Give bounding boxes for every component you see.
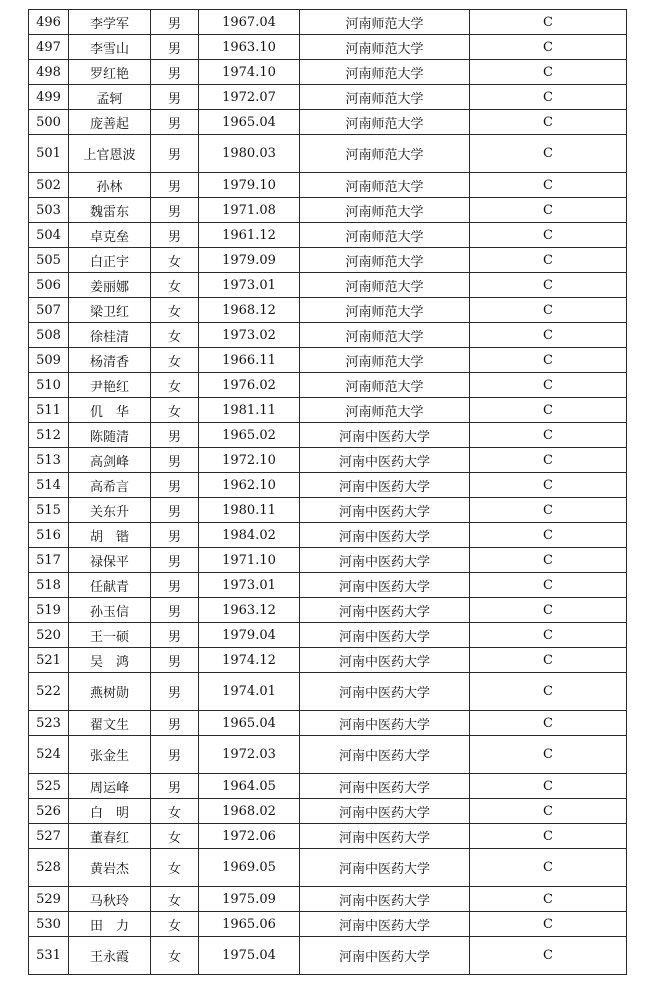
birth-date-cell: 1966.11 bbox=[199, 348, 300, 373]
unit-cell: 河南中医药大学 bbox=[300, 473, 470, 498]
gender-cell: 女 bbox=[151, 849, 199, 887]
row-number-cell: 521 bbox=[29, 648, 69, 673]
row-number-cell: 517 bbox=[29, 548, 69, 573]
birth-date-cell: 1969.05 bbox=[199, 849, 300, 887]
grade-cell: C bbox=[470, 223, 627, 248]
grade-cell: C bbox=[470, 774, 627, 799]
gender-cell: 男 bbox=[151, 135, 199, 173]
name-cell: 陈随清 bbox=[69, 423, 151, 448]
name-cell: 李雪山 bbox=[69, 35, 151, 60]
unit-cell: 河南师范大学 bbox=[300, 223, 470, 248]
unit-cell: 河南中医药大学 bbox=[300, 937, 470, 975]
birth-date-cell: 1980.11 bbox=[199, 498, 300, 523]
gender-cell: 男 bbox=[151, 198, 199, 223]
name-cell: 胡 锴 bbox=[69, 523, 151, 548]
table-row bbox=[29, 10, 627, 35]
table-row bbox=[29, 673, 627, 711]
gender-cell: 男 bbox=[151, 173, 199, 198]
table-row bbox=[29, 736, 627, 774]
grade-cell: C bbox=[470, 173, 627, 198]
row-number-cell: 506 bbox=[29, 273, 69, 298]
grade-cell: C bbox=[470, 648, 627, 673]
row-number-cell: 531 bbox=[29, 937, 69, 975]
name-cell: 罗红艳 bbox=[69, 60, 151, 85]
row-number-cell: 526 bbox=[29, 799, 69, 824]
row-number-cell: 508 bbox=[29, 323, 69, 348]
name-cell: 田 力 bbox=[69, 912, 151, 937]
birth-date-cell: 1972.07 bbox=[199, 85, 300, 110]
unit-cell: 河南中医药大学 bbox=[300, 711, 470, 736]
grade-cell: C bbox=[470, 198, 627, 223]
gender-cell: 男 bbox=[151, 598, 199, 623]
unit-cell: 河南中医药大学 bbox=[300, 648, 470, 673]
name-cell: 姜丽娜 bbox=[69, 273, 151, 298]
gender-cell: 男 bbox=[151, 35, 199, 60]
name-cell: 孟轲 bbox=[69, 85, 151, 110]
name-cell: 白正宇 bbox=[69, 248, 151, 273]
gender-cell: 女 bbox=[151, 323, 199, 348]
gender-cell: 男 bbox=[151, 711, 199, 736]
birth-date-cell: 1976.02 bbox=[199, 373, 300, 398]
name-cell: 禄保平 bbox=[69, 548, 151, 573]
grade-cell: C bbox=[470, 573, 627, 598]
birth-date-cell: 1965.02 bbox=[199, 423, 300, 448]
birth-date-cell: 1972.10 bbox=[199, 448, 300, 473]
table-row bbox=[29, 373, 627, 398]
table-row bbox=[29, 648, 627, 673]
table-row bbox=[29, 273, 627, 298]
grade-cell: C bbox=[470, 598, 627, 623]
grade-cell: C bbox=[470, 711, 627, 736]
gender-cell: 女 bbox=[151, 912, 199, 937]
row-number-cell: 525 bbox=[29, 774, 69, 799]
birth-date-cell: 1971.08 bbox=[199, 198, 300, 223]
row-number-cell: 499 bbox=[29, 85, 69, 110]
table-row bbox=[29, 473, 627, 498]
name-cell: 周运峰 bbox=[69, 774, 151, 799]
gender-cell: 女 bbox=[151, 398, 199, 423]
table-row bbox=[29, 448, 627, 473]
table-row bbox=[29, 573, 627, 598]
name-cell: 高剑峰 bbox=[69, 448, 151, 473]
unit-cell: 河南师范大学 bbox=[300, 198, 470, 223]
gender-cell: 女 bbox=[151, 824, 199, 849]
birth-date-cell: 1965.04 bbox=[199, 110, 300, 135]
unit-cell: 河南师范大学 bbox=[300, 110, 470, 135]
gender-cell: 男 bbox=[151, 623, 199, 648]
birth-date-cell: 1971.10 bbox=[199, 548, 300, 573]
unit-cell: 河南中医药大学 bbox=[300, 799, 470, 824]
grade-cell: C bbox=[470, 498, 627, 523]
grade-cell: C bbox=[470, 298, 627, 323]
birth-date-cell: 1965.04 bbox=[199, 711, 300, 736]
unit-cell: 河南中医药大学 bbox=[300, 423, 470, 448]
gender-cell: 女 bbox=[151, 373, 199, 398]
birth-date-cell: 1968.12 bbox=[199, 298, 300, 323]
gender-cell: 女 bbox=[151, 248, 199, 273]
row-number-cell: 504 bbox=[29, 223, 69, 248]
gender-cell: 男 bbox=[151, 648, 199, 673]
grade-cell: C bbox=[470, 736, 627, 774]
name-cell: 孙玉信 bbox=[69, 598, 151, 623]
gender-cell: 女 bbox=[151, 348, 199, 373]
grade-cell: C bbox=[470, 398, 627, 423]
table-row bbox=[29, 849, 627, 887]
row-number-cell: 512 bbox=[29, 423, 69, 448]
birth-date-cell: 1979.04 bbox=[199, 623, 300, 648]
unit-cell: 河南中医药大学 bbox=[300, 573, 470, 598]
gender-cell: 男 bbox=[151, 448, 199, 473]
name-cell: 黄岩杰 bbox=[69, 849, 151, 887]
row-number-cell: 524 bbox=[29, 736, 69, 774]
row-number-cell: 500 bbox=[29, 110, 69, 135]
grade-cell: C bbox=[470, 110, 627, 135]
name-cell: 孙林 bbox=[69, 173, 151, 198]
row-number-cell: 496 bbox=[29, 10, 69, 35]
grade-cell: C bbox=[470, 373, 627, 398]
row-number-cell: 529 bbox=[29, 887, 69, 912]
row-number-cell: 497 bbox=[29, 35, 69, 60]
roster-body bbox=[29, 10, 627, 975]
row-number-cell: 503 bbox=[29, 198, 69, 223]
gender-cell: 男 bbox=[151, 673, 199, 711]
birth-date-cell: 1963.10 bbox=[199, 35, 300, 60]
unit-cell: 河南师范大学 bbox=[300, 10, 470, 35]
table-row bbox=[29, 912, 627, 937]
birth-date-cell: 1965.06 bbox=[199, 912, 300, 937]
table-row bbox=[29, 348, 627, 373]
birth-date-cell: 1984.02 bbox=[199, 523, 300, 548]
name-cell: 卓克垒 bbox=[69, 223, 151, 248]
table-row bbox=[29, 248, 627, 273]
table-row bbox=[29, 774, 627, 799]
grade-cell: C bbox=[470, 548, 627, 573]
roster-table bbox=[28, 9, 627, 975]
row-number-cell: 514 bbox=[29, 473, 69, 498]
name-cell: 梁卫红 bbox=[69, 298, 151, 323]
birth-date-cell: 1972.03 bbox=[199, 736, 300, 774]
row-number-cell: 507 bbox=[29, 298, 69, 323]
name-cell: 马秋玲 bbox=[69, 887, 151, 912]
unit-cell: 河南中医药大学 bbox=[300, 673, 470, 711]
grade-cell: C bbox=[470, 912, 627, 937]
unit-cell: 河南中医药大学 bbox=[300, 523, 470, 548]
birth-date-cell: 1974.01 bbox=[199, 673, 300, 711]
gender-cell: 男 bbox=[151, 423, 199, 448]
unit-cell: 河南中医药大学 bbox=[300, 448, 470, 473]
grade-cell: C bbox=[470, 523, 627, 548]
name-cell: 吴 鸿 bbox=[69, 648, 151, 673]
gender-cell: 男 bbox=[151, 60, 199, 85]
unit-cell: 河南中医药大学 bbox=[300, 623, 470, 648]
row-number-cell: 516 bbox=[29, 523, 69, 548]
row-number-cell: 530 bbox=[29, 912, 69, 937]
birth-date-cell: 1961.12 bbox=[199, 223, 300, 248]
table-row bbox=[29, 223, 627, 248]
row-number-cell: 520 bbox=[29, 623, 69, 648]
table-row bbox=[29, 623, 627, 648]
grade-cell: C bbox=[470, 887, 627, 912]
birth-date-cell: 1974.12 bbox=[199, 648, 300, 673]
grade-cell: C bbox=[470, 937, 627, 975]
gender-cell: 男 bbox=[151, 774, 199, 799]
row-number-cell: 523 bbox=[29, 711, 69, 736]
row-number-cell: 501 bbox=[29, 135, 69, 173]
name-cell: 仉 华 bbox=[69, 398, 151, 423]
unit-cell: 河南师范大学 bbox=[300, 348, 470, 373]
table-row bbox=[29, 398, 627, 423]
row-number-cell: 515 bbox=[29, 498, 69, 523]
grade-cell: C bbox=[470, 423, 627, 448]
row-number-cell: 527 bbox=[29, 824, 69, 849]
unit-cell: 河南中医药大学 bbox=[300, 887, 470, 912]
unit-cell: 河南中医药大学 bbox=[300, 498, 470, 523]
unit-cell: 河南师范大学 bbox=[300, 273, 470, 298]
grade-cell: C bbox=[470, 673, 627, 711]
birth-date-cell: 1979.09 bbox=[199, 248, 300, 273]
grade-cell: C bbox=[470, 135, 627, 173]
grade-cell: C bbox=[470, 824, 627, 849]
name-cell: 庞善起 bbox=[69, 110, 151, 135]
name-cell: 上官恩波 bbox=[69, 135, 151, 173]
gender-cell: 男 bbox=[151, 85, 199, 110]
unit-cell: 河南师范大学 bbox=[300, 323, 470, 348]
birth-date-cell: 1979.10 bbox=[199, 173, 300, 198]
birth-date-cell: 1974.10 bbox=[199, 60, 300, 85]
name-cell: 翟文生 bbox=[69, 711, 151, 736]
row-number-cell: 519 bbox=[29, 598, 69, 623]
grade-cell: C bbox=[470, 849, 627, 887]
birth-date-cell: 1968.02 bbox=[199, 799, 300, 824]
name-cell: 燕树勋 bbox=[69, 673, 151, 711]
table-row bbox=[29, 85, 627, 110]
gender-cell: 男 bbox=[151, 110, 199, 135]
unit-cell: 河南师范大学 bbox=[300, 373, 470, 398]
birth-date-cell: 1973.02 bbox=[199, 323, 300, 348]
grade-cell: C bbox=[470, 60, 627, 85]
gender-cell: 男 bbox=[151, 10, 199, 35]
grade-cell: C bbox=[470, 85, 627, 110]
unit-cell: 河南师范大学 bbox=[300, 298, 470, 323]
name-cell: 王永霞 bbox=[69, 937, 151, 975]
gender-cell: 男 bbox=[151, 473, 199, 498]
gender-cell: 女 bbox=[151, 937, 199, 975]
grade-cell: C bbox=[470, 323, 627, 348]
unit-cell: 河南师范大学 bbox=[300, 35, 470, 60]
unit-cell: 河南中医药大学 bbox=[300, 912, 470, 937]
birth-date-cell: 1975.09 bbox=[199, 887, 300, 912]
table-row bbox=[29, 824, 627, 849]
gender-cell: 男 bbox=[151, 573, 199, 598]
row-number-cell: 510 bbox=[29, 373, 69, 398]
birth-date-cell: 1962.10 bbox=[199, 473, 300, 498]
gender-cell: 女 bbox=[151, 887, 199, 912]
unit-cell: 河南师范大学 bbox=[300, 398, 470, 423]
table-row bbox=[29, 799, 627, 824]
table-row bbox=[29, 323, 627, 348]
birth-date-cell: 1972.06 bbox=[199, 824, 300, 849]
table-row bbox=[29, 548, 627, 573]
unit-cell: 河南师范大学 bbox=[300, 85, 470, 110]
table-row bbox=[29, 523, 627, 548]
gender-cell: 女 bbox=[151, 298, 199, 323]
birth-date-cell: 1981.11 bbox=[199, 398, 300, 423]
gender-cell: 男 bbox=[151, 523, 199, 548]
table-row bbox=[29, 298, 627, 323]
name-cell: 张金生 bbox=[69, 736, 151, 774]
row-number-cell: 498 bbox=[29, 60, 69, 85]
row-number-cell: 528 bbox=[29, 849, 69, 887]
unit-cell: 河南中医药大学 bbox=[300, 774, 470, 799]
table-row bbox=[29, 110, 627, 135]
table-row bbox=[29, 711, 627, 736]
name-cell: 徐桂清 bbox=[69, 323, 151, 348]
birth-date-cell: 1967.04 bbox=[199, 10, 300, 35]
table-row bbox=[29, 135, 627, 173]
gender-cell: 男 bbox=[151, 223, 199, 248]
grade-cell: C bbox=[470, 273, 627, 298]
name-cell: 李学军 bbox=[69, 10, 151, 35]
birth-date-cell: 1980.03 bbox=[199, 135, 300, 173]
unit-cell: 河南师范大学 bbox=[300, 135, 470, 173]
name-cell: 杨清香 bbox=[69, 348, 151, 373]
table-row bbox=[29, 498, 627, 523]
name-cell: 王一硕 bbox=[69, 623, 151, 648]
grade-cell: C bbox=[470, 623, 627, 648]
grade-cell: C bbox=[470, 35, 627, 60]
grade-cell: C bbox=[470, 248, 627, 273]
table-row bbox=[29, 937, 627, 975]
gender-cell: 女 bbox=[151, 273, 199, 298]
unit-cell: 河南师范大学 bbox=[300, 173, 470, 198]
unit-cell: 河南中医药大学 bbox=[300, 824, 470, 849]
grade-cell: C bbox=[470, 473, 627, 498]
birth-date-cell: 1973.01 bbox=[199, 273, 300, 298]
name-cell: 魏雷东 bbox=[69, 198, 151, 223]
grade-cell: C bbox=[470, 10, 627, 35]
name-cell: 白 明 bbox=[69, 799, 151, 824]
unit-cell: 河南师范大学 bbox=[300, 248, 470, 273]
table-row bbox=[29, 887, 627, 912]
table-row bbox=[29, 198, 627, 223]
birth-date-cell: 1963.12 bbox=[199, 598, 300, 623]
row-number-cell: 513 bbox=[29, 448, 69, 473]
unit-cell: 河南中医药大学 bbox=[300, 548, 470, 573]
unit-cell: 河南师范大学 bbox=[300, 60, 470, 85]
grade-cell: C bbox=[470, 799, 627, 824]
grade-cell: C bbox=[470, 348, 627, 373]
table-row bbox=[29, 35, 627, 60]
table-row bbox=[29, 598, 627, 623]
birth-date-cell: 1975.04 bbox=[199, 937, 300, 975]
unit-cell: 河南中医药大学 bbox=[300, 736, 470, 774]
name-cell: 关东升 bbox=[69, 498, 151, 523]
gender-cell: 男 bbox=[151, 548, 199, 573]
name-cell: 高希言 bbox=[69, 473, 151, 498]
table-row bbox=[29, 60, 627, 85]
row-number-cell: 505 bbox=[29, 248, 69, 273]
grade-cell: C bbox=[470, 448, 627, 473]
name-cell: 董春红 bbox=[69, 824, 151, 849]
table-row bbox=[29, 173, 627, 198]
row-number-cell: 518 bbox=[29, 573, 69, 598]
row-number-cell: 511 bbox=[29, 398, 69, 423]
row-number-cell: 509 bbox=[29, 348, 69, 373]
row-number-cell: 502 bbox=[29, 173, 69, 198]
gender-cell: 男 bbox=[151, 498, 199, 523]
name-cell: 任献青 bbox=[69, 573, 151, 598]
birth-date-cell: 1973.01 bbox=[199, 573, 300, 598]
table-row bbox=[29, 423, 627, 448]
gender-cell: 男 bbox=[151, 736, 199, 774]
row-number-cell: 522 bbox=[29, 673, 69, 711]
unit-cell: 河南中医药大学 bbox=[300, 598, 470, 623]
gender-cell: 女 bbox=[151, 799, 199, 824]
unit-cell: 河南中医药大学 bbox=[300, 849, 470, 887]
birth-date-cell: 1964.05 bbox=[199, 774, 300, 799]
name-cell: 尹艳红 bbox=[69, 373, 151, 398]
